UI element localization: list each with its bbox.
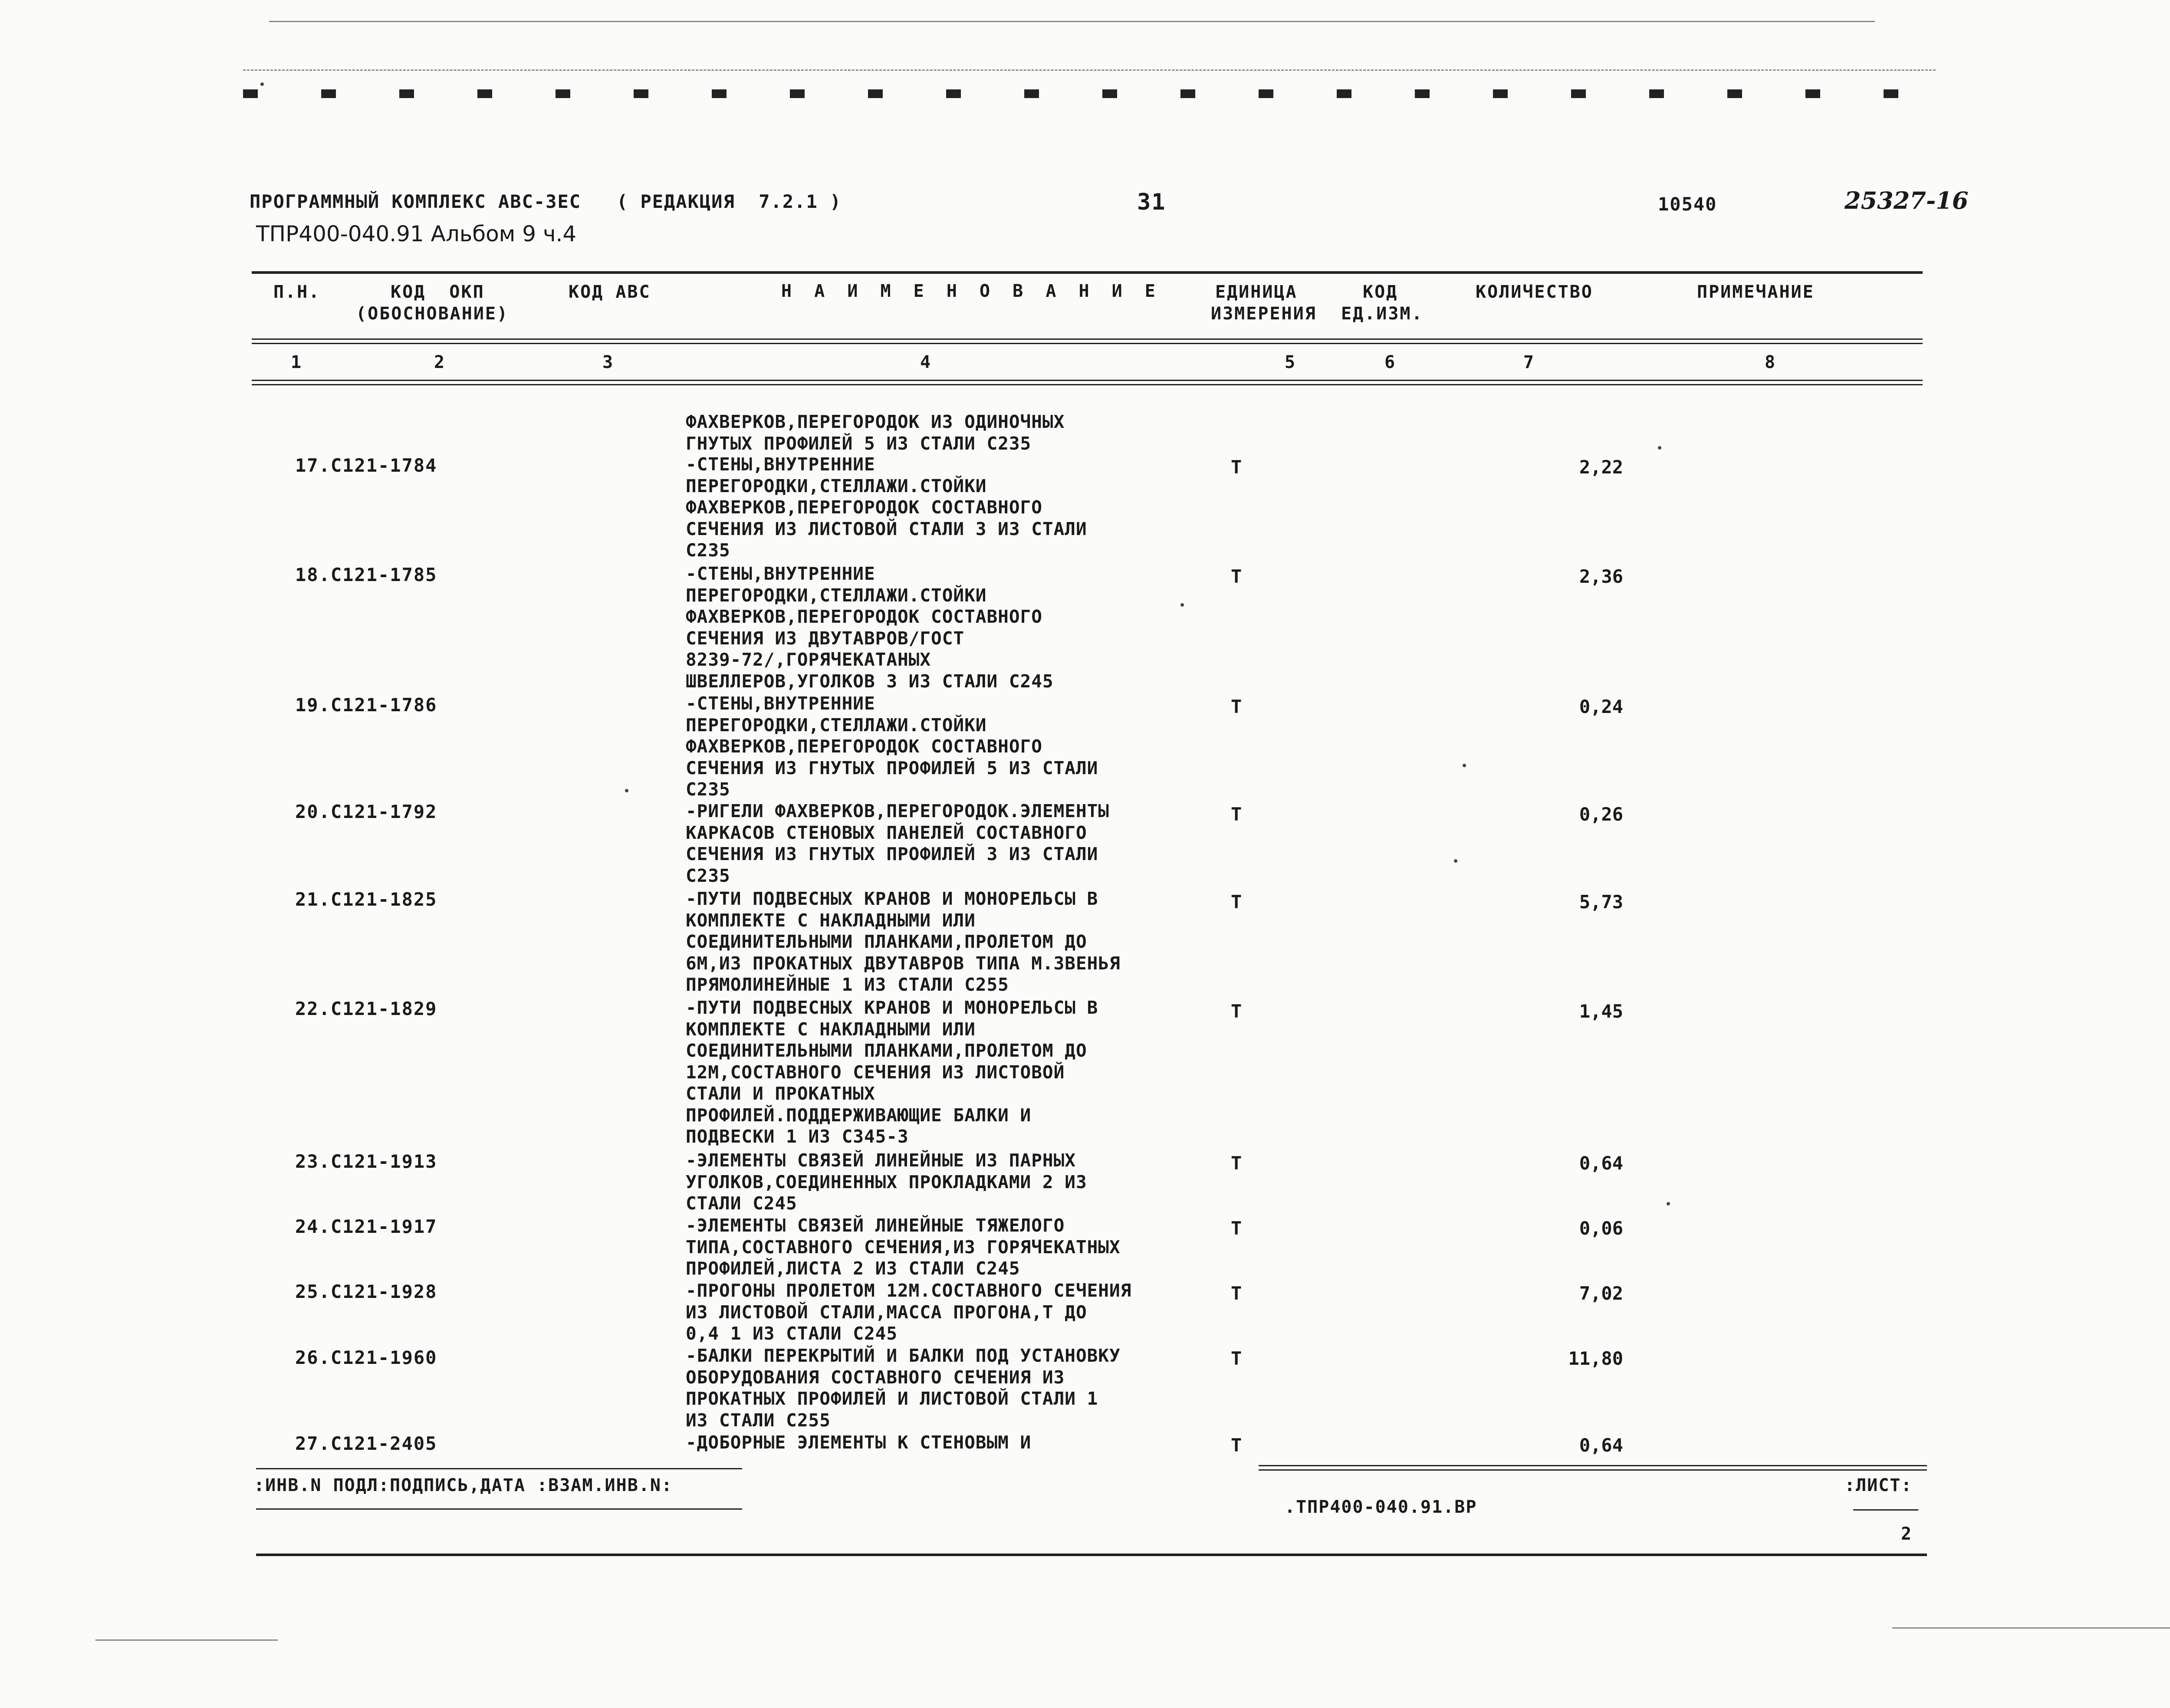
table-row-26-num: 26.С121-1960	[295, 1347, 437, 1368]
scan-speck	[1463, 764, 1466, 767]
table-row-18-num: 18.С121-1785	[295, 564, 437, 585]
colnum-1: 1	[291, 352, 302, 372]
table-row-19-unit: Т	[1231, 696, 1242, 717]
table-row-19-name: -СТЕНЫ,ВНУТРЕННИЕ ПЕРЕГОРОДКИ,СТЕЛЛАЖИ.СТОЙКИ ФАХВЕРКОВ,ПЕРЕГОРОДОК СОСТАВНОГО СЕЧЕНИЯ ИЗ ГНУТЫХ ПРОФИЛЕЙ 5 ИЗ СТАЛИ С235	[686, 693, 1098, 800]
table-row-21-qty: 5,73	[1579, 891, 1623, 913]
table-row-19-qty: 0,24	[1579, 696, 1623, 717]
footer-doc-code: .ТПР400-040.91.ВР	[1285, 1497, 1477, 1517]
colnum-2: 2	[434, 352, 445, 372]
colnum-6: 6	[1384, 352, 1395, 372]
table-row-24-name: -ЭЛЕМЕНТЫ СВЯЗЕЙ ЛИНЕЙНЫЕ ТЯЖЕЛОГО ТИПА,СОСТАВНОГО СЕЧЕНИЯ,ИЗ ГОРЯЧЕКАТНЫХ ПРОФИЛЕЙ,ЛИСТА 2 ИЗ СТАЛИ С245	[686, 1215, 1121, 1279]
col-okp-1: КОД ОКП	[391, 282, 485, 302]
table-row-27-unit: Т	[1231, 1435, 1242, 1456]
doc-code-1: 10540	[1658, 194, 1717, 215]
table-row-20-name: -РИГЕЛИ ФАХВЕРКОВ,ПЕРЕГОРОДОК.ЭЛЕМЕНТЫ КАРКАСОВ СТЕНОВЫХ ПАНЕЛЕЙ СОСТАВНОГО СЕЧЕНИЯ ИЗ ГНУТЫХ ПРОФИЛЕЙ 3 ИЗ СТАЛИ С235	[686, 801, 1109, 886]
footer-rule-left-mid	[256, 1508, 742, 1510]
col-unit-2: ИЗМЕРЕНИЯ	[1211, 304, 1317, 324]
colnum-8: 8	[1765, 352, 1775, 372]
col-code-1: КОД	[1363, 282, 1398, 302]
table-row-18-qty: 2,36	[1579, 566, 1623, 587]
footer-sheet-label: :ЛИСТ:	[1844, 1475, 1913, 1495]
col-pn: П.Н.	[273, 282, 321, 302]
table-row-25-unit: Т	[1231, 1283, 1242, 1304]
table-row-23-unit: Т	[1231, 1153, 1242, 1174]
table-row-22-num: 22.С121-1829	[295, 998, 437, 1019]
table-row-20-qty: 0,26	[1579, 804, 1623, 825]
table-row-27-name: -ДОБОРНЫЕ ЭЛЕМЕНТЫ К СТЕНОВЫМ И	[686, 1432, 1032, 1453]
scan-speck	[1658, 446, 1661, 450]
table-row-18-name: -СТЕНЫ,ВНУТРЕННИЕ ПЕРЕГОРОДКИ,СТЕЛЛАЖИ.СТОЙКИ ФАХВЕРКОВ,ПЕРЕГОРОДОК СОСТАВНОГО СЕЧЕНИЯ ИЗ ДВУТАВРОВ/ГОСТ 8239-72/,ГОРЯЧЕКАТАНЫХ ШВЕЛЛЕРОВ,УГОЛКОВ 3 ИЗ СТАЛИ С245	[686, 563, 1054, 692]
col-unit-1: ЕДИНИЦА	[1215, 282, 1298, 302]
footer-sheet-rule	[1853, 1509, 1918, 1511]
table-row-18-unit: Т	[1231, 566, 1242, 587]
table-row-27-num: 27.С121-2405	[295, 1433, 437, 1454]
table-row-17-unit: Т	[1231, 457, 1242, 478]
table-row-26-name: -БАЛКИ ПЕРЕКРЫТИЙ И БАЛКИ ПОД УСТАНОВКУ ОБОРУДОВАНИЯ СОСТАВНОГО СЕЧЕНИЯ ИЗ ПРОКАТНЫХ ПРОФИЛЕЙ И ЛИСТОВОЙ СТАЛИ 1 ИЗ СТАЛИ С255	[686, 1345, 1121, 1431]
header-rule-4	[252, 384, 1923, 385]
table-row-23-num: 23.С121-1913	[295, 1151, 437, 1172]
col-okp-2: (ОБОСНОВАНИЕ)	[356, 304, 509, 324]
table-row-25-qty: 7,02	[1579, 1283, 1623, 1304]
table-row-25-num: 25.С121-1928	[295, 1281, 437, 1302]
table-row-21-name: -ПУТИ ПОДВЕСНЫХ КРАНОВ И МОНОРЕЛЬСЫ В КОМПЛЕКТЕ С НАКЛАДНЫМИ ИЛИ СОЕДИНИТЕЛЬНЫМИ ПЛАНКАМИ,ПРОЛЕТОМ ДО 6М,ИЗ ПРОКАТНЫХ ДВУТАВРОВ ТИПА М.ЗВЕНЬЯ ПРЯМОЛИНЕЙНЫЕ 1 ИЗ СТАЛИ С255	[686, 888, 1121, 995]
program-title: ПРОГРАММНЫЙ КОМПЛЕКС АВС-3ЕС ( РЕДАКЦИЯ 7.2.1 )	[250, 191, 842, 212]
col-code-2: ЕД.ИЗМ.	[1341, 304, 1424, 324]
colnum-7: 7	[1523, 352, 1534, 372]
col-name: Н А И М Е Н О В А Н И Е	[781, 281, 1161, 301]
table-row-24-num: 24.С121-1917	[295, 1216, 437, 1237]
perforation-dashes	[243, 89, 1914, 98]
doc-code-2: 25327-16	[1844, 187, 1969, 214]
table-row-27-qty: 0,64	[1579, 1435, 1623, 1456]
table-row-26-qty: 11,80	[1568, 1348, 1623, 1369]
colnum-3: 3	[602, 352, 613, 372]
table-row-cont-name: ФАХВЕРКОВ,ПЕРЕГОРОДОК ИЗ ОДИНОЧНЫХ ГНУТЫХ ПРОФИЛЕЙ 5 ИЗ СТАЛИ С235	[686, 411, 1065, 454]
col-note: ПРИМЕЧАНИЕ	[1697, 282, 1815, 302]
footer-bottom-rule	[256, 1554, 1927, 1556]
table-row-20-unit: Т	[1231, 804, 1242, 825]
scan-line-dashed	[243, 69, 1936, 71]
footer-sheet-number: 2	[1901, 1524, 1913, 1544]
colnum-4: 4	[920, 352, 931, 372]
scan-line-top	[269, 21, 1875, 22]
scan-speck	[1180, 603, 1184, 607]
table-row-24-unit: Т	[1231, 1218, 1242, 1239]
album-title: ТПР400-040.91 Альбом 9 ч.4	[256, 221, 577, 246]
page-number: 31	[1137, 189, 1166, 215]
table-row-21-unit: Т	[1231, 891, 1242, 913]
table-row-25-name: -ПРОГОНЫ ПРОЛЕТОМ 12М.СОСТАВНОГО СЕЧЕНИЯ ИЗ ЛИСТОВОЙ СТАЛИ,МАССА ПРОГОНА,Т ДО 0,4 1 ИЗ СТАЛИ С245	[686, 1280, 1132, 1344]
table-top-rule	[252, 271, 1923, 274]
scan-speck	[260, 82, 264, 86]
footer-rule-left-top	[256, 1468, 742, 1469]
footer-rule-right-top	[1259, 1465, 1927, 1466]
scan-line-bottom-right	[1892, 1627, 2170, 1629]
table-row-17-qty: 2,22	[1579, 457, 1623, 478]
table-row-19-num: 19.С121-1786	[295, 694, 437, 716]
col-abc: КОД АВС	[569, 282, 651, 302]
scan-speck	[625, 789, 628, 792]
table-row-20-num: 20.С121-1792	[295, 801, 437, 822]
scan-speck	[1667, 1202, 1670, 1205]
table-row-26-unit: Т	[1231, 1348, 1242, 1369]
table-row-17-name: -СТЕНЫ,ВНУТРЕННИЕ ПЕРЕГОРОДКИ,СТЕЛЛАЖИ.СТОЙКИ ФАХВЕРКОВ,ПЕРЕГОРОДОК СОСТАВНОГО СЕЧЕНИЯ ИЗ ЛИСТОВОЙ СТАЛИ 3 ИЗ СТАЛИ С235	[686, 454, 1087, 561]
header-rule-3	[252, 380, 1923, 381]
header-rule-1	[252, 338, 1923, 340]
table-row-21-num: 21.С121-1825	[295, 889, 437, 910]
table-row-23-qty: 0,64	[1579, 1153, 1623, 1174]
table-row-22-name: -ПУТИ ПОДВЕСНЫХ КРАНОВ И МОНОРЕЛЬСЫ В КОМПЛЕКТЕ С НАКЛАДНЫМИ ИЛИ СОЕДИНИТЕЛЬНЫМИ ПЛАНКАМИ,ПРОЛЕТОМ ДО 12М,СОСТАВНОГО СЕЧЕНИЯ ИЗ ЛИСТОВОЙ СТАЛИ И ПРОКАТНЫХ ПРОФИЛЕЙ.ПОДДЕРЖИВАЮЩИЕ БАЛКИ И ПОДВЕСКИ 1 ИЗ С345-3	[686, 997, 1098, 1147]
footer-signature-labels: :ИНВ.N ПОДЛ:ПОДПИСЬ,ДАТА :ВЗАМ.ИНВ.N:	[254, 1475, 673, 1495]
table-row-17-num: 17.С121-1784	[295, 455, 437, 476]
col-qty: КОЛИЧЕСТВО	[1476, 282, 1593, 302]
scan-line-bottom-left	[95, 1639, 278, 1641]
table-row-24-qty: 0,06	[1579, 1218, 1623, 1239]
footer-rule-right-top-2	[1259, 1469, 1927, 1471]
table-row-22-qty: 1,45	[1579, 1001, 1623, 1022]
header-rule-2	[252, 343, 1923, 344]
scan-speck	[1454, 859, 1457, 863]
table-row-22-unit: Т	[1231, 1001, 1242, 1022]
table-row-23-name: -ЭЛЕМЕНТЫ СВЯЗЕЙ ЛИНЕЙНЫЕ ИЗ ПАРНЫХ УГОЛКОВ,СОЕДИНЕННЫХ ПРОКЛАДКАМИ 2 ИЗ СТАЛИ С245	[686, 1150, 1087, 1214]
colnum-5: 5	[1285, 352, 1295, 372]
